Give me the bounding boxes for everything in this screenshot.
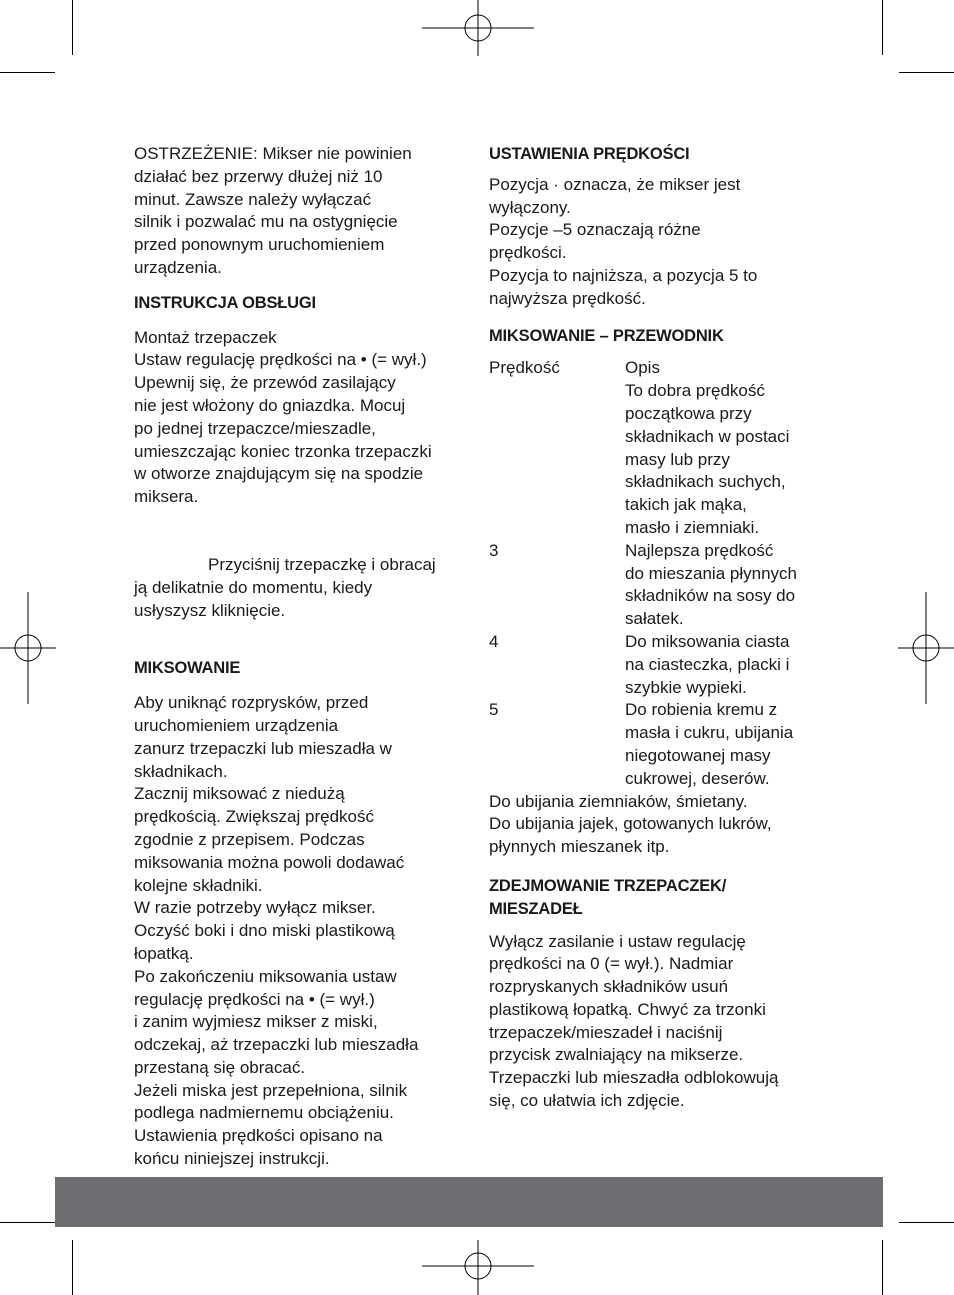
warning-text: OSTRZEŻENIE: Mikser nie powinien działać bez przerwy dłużej niż 10 minut. Zawsze należy wyłączać silnik i pozwalać mu na ostygnięcie przed ponownym uruchomieniem urządzenia. [134,144,412,277]
speed-cell: 4 [489,631,499,651]
header-description: Opis [625,358,660,378]
mixing-heading: MIKSOWANIE [134,659,241,678]
description-cell: Najlepsza prędkość do mieszania płynnych składników na sosy do sałatek. [625,540,797,629]
description-cell: To dobra prędkość początkowa przy składnikach w postaci masy lub przy składnikach suchych, takich jak mąka, masło i ziemniaki. [625,381,790,537]
crop-mark [899,72,954,73]
instructions-heading: INSTRUKCJA OBSŁUGI [134,293,316,312]
speed-settings-text: Pozycja · oznacza, że mikser jest wyłączony. Pozycje –5 oznaczają różne prędkości. Pozycja to najniższa, a pozycja 5 to najwyższa prędkość. [489,174,758,308]
description-cell: Do robienia kremu z masła i cukru, ubijania niegotowanej masy cukrowej, deserów. [625,700,794,788]
footer-bar [55,1177,883,1227]
left-column [134,143,474,1171]
table-row [489,540,830,631]
crop-mark [0,72,55,73]
removal-text: Wyłącz zasilanie i ustaw regulację prędkości na 0 (= wył.). Nadmiar rozpryskanych składników usuń plastikową łopatką. Chwyć za trzonki trzepaczek/mieszadeł i naciśnij przycisk zwalniający na mikserze. Trzepaczki lub mieszadła odblokowują się, co ułatwia ich zdjęcie. [489,931,779,1111]
speed-cell: 3 [489,540,499,560]
registration-mark-top [422,0,534,60]
mixing-guide-heading: MIKSOWANIE – PRZEWODNIK [489,326,724,345]
registration-mark-bottom [422,1240,534,1295]
speed-cell: 5 [489,700,499,720]
crop-mark [882,0,883,55]
description-cell: Do miksowania ciasta na ciasteczka, placki i szybkie wypieki. [625,631,790,697]
speed-cell [489,380,625,540]
registration-mark-right [898,592,954,704]
crop-mark [72,1240,73,1295]
crop-mark [882,1240,883,1295]
table-row [489,380,830,540]
table-header-row [489,357,830,380]
right-column [489,143,834,1113]
crop-mark [72,0,73,55]
removal-heading: ZDEJMOWANIE TRZEPACZEK/ MIESZADEŁ [489,876,727,918]
crop-mark [899,1222,954,1223]
mixing-guide-table [489,357,830,790]
guide-after-text: Do ubijania ziemniaków, śmietany. Do ubijania jajek, gotowanych lukrów, płynnych mieszanek itp. [489,791,772,857]
crop-mark [0,1222,55,1223]
header-speed: Prędkość [489,358,560,378]
speed-settings-heading: USTAWIENIA PRĘDKOŚCI [489,145,690,163]
table-row [489,699,830,790]
press-text-rest: ją delikatnie do momentu, kiedy usłyszysz kliknięcie. [134,577,373,620]
mixing-text: Aby uniknąć rozprysków, przed uruchomieniem urządzenia zanurz trzepaczki lub mieszadła w składnikach. Zacznij miksować z niedużą prędkością. Zwiększaj prędkość zgodnie z przepisem. Podczas miksowania można powoli dodawać kolejne składniki. W razie potrzeby wyłącz mikser. Oczyść boki i dno miski plastikową łopatką. Po zakończeniu miksowania ustaw regulację prędkości na • (= wył.) i zanim wyjmiesz mikser z miski, odczekaj, aż trzepaczki lub mieszadła przestaną się obracać. Jeżeli miska jest przepełniona, silnik podlega nadmiernemu obciążeniu. Ustawienia prędkości opisano na końcu niniejszej instrukcji. [134,693,419,1169]
registration-mark-left [0,592,56,704]
instructions-text: Montaż trzepaczek Ustaw regulację prędkości na • (= wył.) Upewnij się, że przewód zasilający nie jest włożony do gniazdka. Mocuj po jednej trzepaczce/mieszadle, umieszczając koniec trzonka trzepaczki w otworze znajdującym się na spodzie miksera. [134,327,432,507]
table-row [489,631,830,699]
press-text-line1: Przyciśnij trzepaczkę i obracaj [208,554,436,574]
